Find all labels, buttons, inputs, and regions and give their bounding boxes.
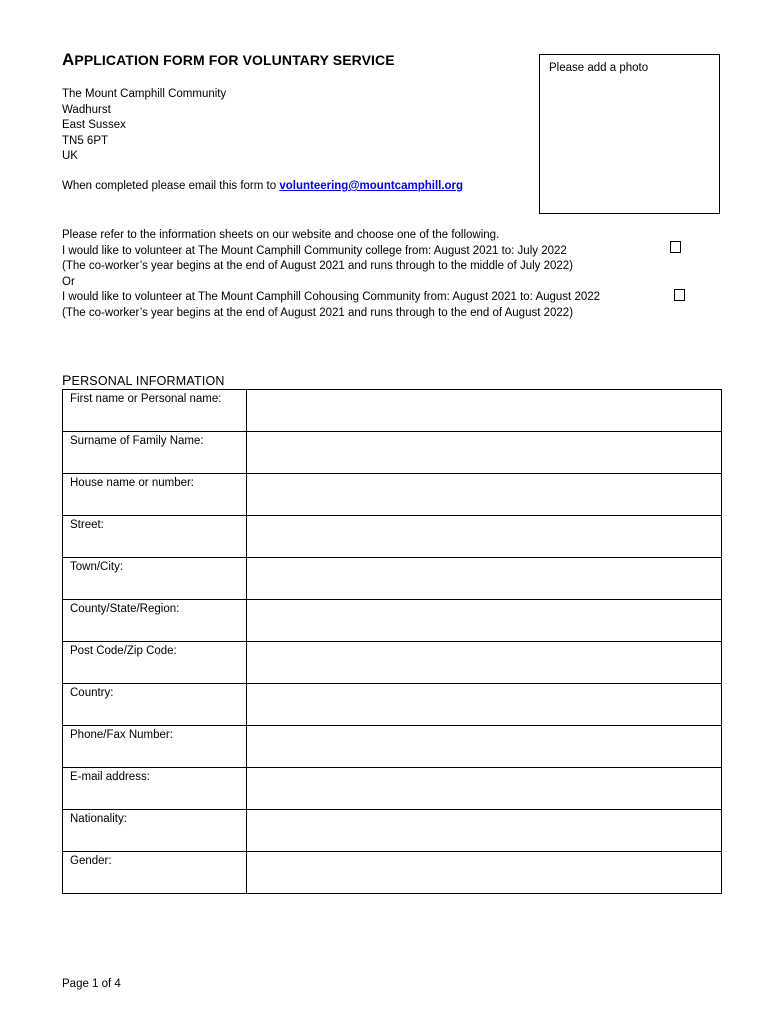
field-input[interactable]	[247, 768, 721, 809]
personal-info-table	[62, 389, 722, 894]
field-value-cell	[247, 768, 722, 810]
field-input[interactable]	[247, 390, 721, 431]
field-label: E-mail address:	[63, 768, 247, 810]
choice-option-cohousing-note: (The co-worker’s year begins at the end of August 2021 and runs through to the end of August 2022)	[62, 306, 574, 319]
table-row	[63, 516, 722, 558]
choice-or: Or	[62, 275, 75, 288]
college-checkbox[interactable]	[670, 241, 681, 253]
field-input[interactable]	[247, 432, 721, 473]
form-title	[62, 50, 395, 70]
table-row	[63, 852, 722, 894]
email-prefix: When completed please email this form to	[62, 180, 280, 192]
field-value-cell	[247, 516, 722, 558]
field-value-cell	[247, 390, 722, 432]
choice-option-cohousing: I would like to volunteer at The Mount Camphill Cohousing Community from: August 2021 to: August 2022	[62, 291, 601, 304]
table-row	[63, 390, 722, 432]
photo-box[interactable]	[539, 54, 720, 214]
field-value-cell	[247, 642, 722, 684]
field-value-cell	[247, 810, 722, 852]
field-value-cell	[247, 474, 722, 516]
field-label: County/State/Region:	[63, 600, 247, 642]
field-value-cell	[247, 558, 722, 600]
table-row	[63, 810, 722, 852]
field-input[interactable]	[247, 474, 721, 515]
table-row	[63, 726, 722, 768]
photo-label: Please add a photo	[549, 62, 649, 74]
table-row	[63, 432, 722, 474]
address-line: TN5 6PT	[62, 134, 109, 147]
address-block	[62, 87, 226, 165]
form-title-initial: A	[62, 50, 75, 69]
cohousing-checkbox[interactable]	[674, 289, 685, 301]
email-instruction	[62, 180, 463, 192]
field-input[interactable]	[247, 726, 721, 767]
field-label: House name or number:	[63, 474, 247, 516]
form-title-rest: PPLICATION FORM FOR VOLUNTARY SERVICE	[74, 52, 395, 68]
field-label: Street:	[63, 516, 247, 558]
address-line: The Mount Camphill Community	[62, 88, 227, 100]
email-link[interactable]: volunteering@mountcamphill.org	[279, 180, 464, 192]
field-value-cell	[247, 726, 722, 768]
field-label: Country:	[63, 684, 247, 726]
field-label: Gender:	[63, 852, 247, 894]
field-label: Phone/Fax Number:	[63, 726, 247, 768]
field-input[interactable]	[247, 852, 721, 893]
table-row	[63, 684, 722, 726]
field-label: Nationality:	[63, 810, 247, 852]
field-value-cell	[247, 684, 722, 726]
field-value-cell	[247, 432, 722, 474]
table-row	[63, 768, 722, 810]
heading-initial: P	[62, 372, 72, 388]
field-label: Post Code/Zip Code:	[63, 642, 247, 684]
field-input[interactable]	[247, 810, 721, 851]
field-label: First name or Personal name:	[63, 390, 247, 432]
field-label: Town/City:	[63, 558, 247, 600]
field-input[interactable]	[247, 684, 721, 725]
field-input[interactable]	[247, 558, 721, 599]
table-row	[63, 642, 722, 684]
volunteer-choice	[62, 228, 662, 322]
heading-rest: ERSONAL INFORMATION	[71, 374, 225, 388]
address-line: Wadhurst	[62, 103, 111, 116]
field-value-cell	[247, 852, 722, 894]
table-row	[63, 558, 722, 600]
field-input[interactable]	[247, 600, 721, 641]
field-input[interactable]	[247, 516, 721, 557]
personal-info-heading	[62, 372, 225, 388]
choice-option-college-note: (The co-worker’s year begins at the end of August 2021 and runs through to the middle of July 2022)	[62, 260, 573, 273]
address-line: UK	[62, 150, 78, 162]
field-input[interactable]	[247, 642, 721, 683]
table-row	[63, 600, 722, 642]
address-line: East Sussex	[62, 119, 126, 131]
choice-intro: Please refer to the information sheets on our website and choose one of the following.	[62, 229, 500, 241]
choice-option-college: I would like to volunteer at The Mount Camphill Community college from: August 2021 to: July 2022	[62, 244, 567, 257]
field-value-cell	[247, 600, 722, 642]
field-label: Surname of Family Name:	[63, 432, 247, 474]
table-row	[63, 474, 722, 516]
page-number: Page 1 of 4	[62, 978, 121, 990]
